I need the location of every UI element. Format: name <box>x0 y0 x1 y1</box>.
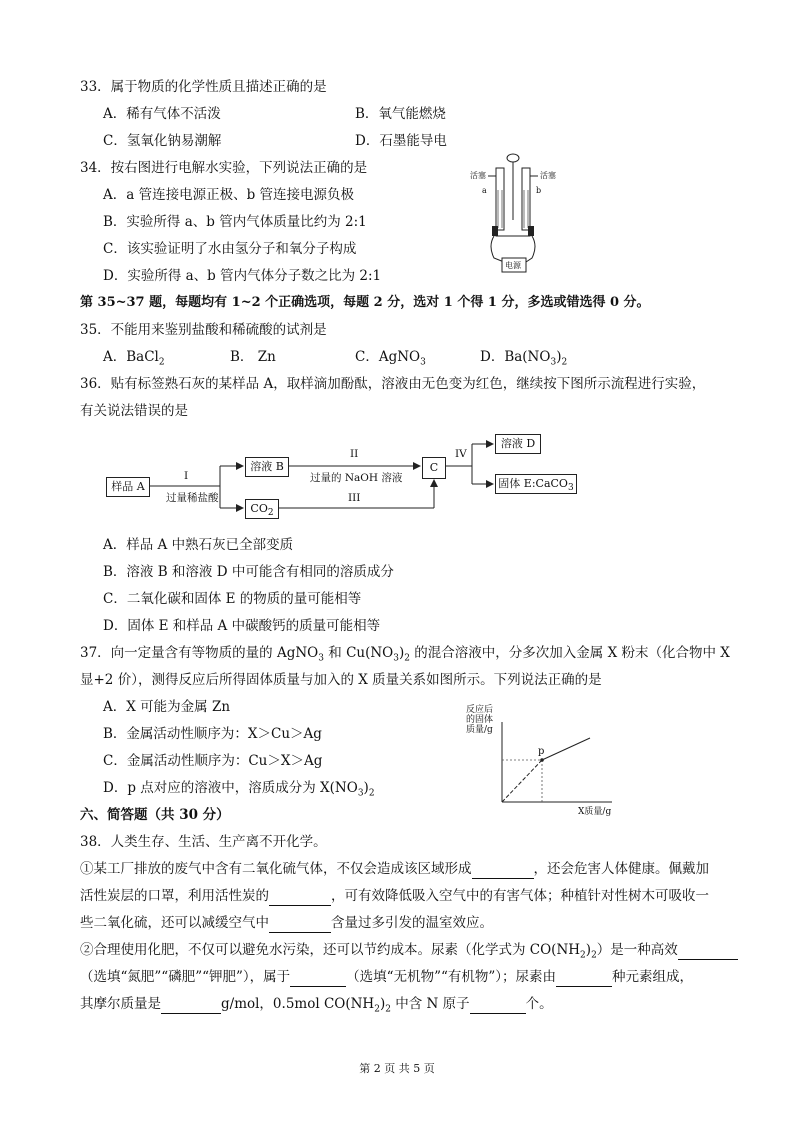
q33-stem: 33．属于物质的化学性质且描述正确的是 <box>80 79 327 95</box>
solution-b-box: 溶液 B <box>245 457 289 477</box>
graph-xlabel: X质量/g <box>578 807 612 817</box>
blank-2[interactable] <box>269 887 331 906</box>
q34-stem: 34．按右图进行电解水实验，下列说法正确的是 <box>80 160 368 176</box>
q37-graph <box>462 702 622 817</box>
blank-6[interactable] <box>556 968 612 987</box>
q35-option-d: D．$Ba(NO_3)_2$ <box>480 349 568 368</box>
q35-option-a: A．BaCl$_2$ <box>103 349 165 368</box>
c-box: C <box>422 457 446 479</box>
q33-option-c: C．氢氧化钠易潮解 <box>103 133 222 149</box>
q34-option-b: B．实验所得 a、b 管内气体质量比约为 2:1 <box>103 214 367 230</box>
q33-option-b: B．氧气能燃烧 <box>355 106 446 122</box>
q38-part1-line1: ①某工厂排放的废气中含有二氧化硫气体，不仅会造成该区域形成 ，还会危害人体健康。佩戴加 <box>80 861 709 877</box>
left-valve-label: 活塞 <box>470 171 486 180</box>
q38-part1-line2: 活性炭层的口罩，利用活性炭的 ，可有效降低吸入空气中的有害气体；种植针对性树木可吸收一 <box>80 888 709 904</box>
step-2-label: II <box>350 448 359 460</box>
q37-option-a: A．X 可能为金属 Zn <box>103 699 231 715</box>
q35-stem: 35．不能用来鉴别盐酸和稀硫酸的试剂是 <box>80 322 327 338</box>
solid-e-box: 固体 E:CaCO$_3$ <box>495 474 577 494</box>
q38-part2-line3: 其摩尔质量是 g/mol，0.5mol $CO(NH_2)_2$ 中含 N 原子 个。 <box>80 996 553 1015</box>
q35-option-b: B． Zn <box>230 349 276 365</box>
blank-3[interactable] <box>269 914 331 933</box>
q36-option-d: D．固体 E 和样品 A 中碳酸钙的质量可能相等 <box>103 618 381 634</box>
q37-stem-line1: 37．向一定量含有等物质的量的 AgNO$_3$ 和 $Cu(NO_3)_2$ 的混合溶液中，分多次加入金属 X 粉末（化合物中 X <box>80 645 730 664</box>
q37-stem-line2: 显+2 价），测得反应后所得固体质量与加入的 X 质量关系如图所示。下列说法正确的是 <box>80 672 602 688</box>
co2-box: $CO_2$ <box>245 499 279 519</box>
tube-b-label: b <box>536 186 542 195</box>
tube-a-label: a <box>482 186 487 195</box>
q35-option-c: C．AgNO$_3$ <box>355 349 426 368</box>
q38-part1-line3: 些二氧化硫，还可以减缓空气中 含量过多引发的温室效应。 <box>80 915 493 931</box>
q36-stem-line2: 有关说法错误的是 <box>80 403 188 419</box>
q34-option-d: D．实验所得 a、b 管内气体分子数之比为 2:1 <box>103 268 382 284</box>
q34-option-a: A．a 管连接电源正极、b 管连接电源负极 <box>103 187 355 203</box>
electrolysis-figure <box>470 150 570 280</box>
q36-flow-diagram <box>100 430 600 530</box>
q38-stem: 38．人类生存、生活、生产离不开化学。 <box>80 834 327 850</box>
graph-ylabel-line1: 反应后 <box>466 705 494 715</box>
graph-ylabel-line2: 的固体 <box>466 715 494 725</box>
blank-4[interactable] <box>678 941 738 960</box>
solution-d-box: 溶液 D <box>495 434 541 454</box>
q34-option-c: C．该实验证明了水由氢分子和氧分子构成 <box>103 241 357 257</box>
q33-option-d: D．石墨能导电 <box>355 133 447 149</box>
right-valve-label: 活塞 <box>540 171 556 180</box>
q37-option-c: C．金属活动性顺序为：Cu＞X＞Ag <box>103 753 323 769</box>
step-1-reagent: 过量稀盐酸 <box>166 492 219 504</box>
step-4-label: IV <box>455 448 467 460</box>
section-6-heading: 六、简答题（共 30 分） <box>80 807 230 823</box>
step-3-label: III <box>348 492 361 504</box>
q36-stem-line1: 36．贴有标签熟石灰的某样品 A，取样滴加酚酞，溶液由无色变为红色，继续按下图所示流程进行实验， <box>80 376 706 392</box>
power-supply-label: 电源 <box>505 261 521 270</box>
q36-option-c: C．二氧化碳和固体 E 的物质的量可能相等 <box>103 591 362 607</box>
step-1-label: I <box>184 470 189 482</box>
page-footer: 第 2 页 共 5 页 <box>359 1062 435 1075</box>
blank-1[interactable] <box>472 860 534 879</box>
q33-option-a: A．稀有气体不活泼 <box>103 106 221 122</box>
q36-option-b: B．溶液 B 和溶液 D 中可能含有相同的溶质成分 <box>103 564 394 580</box>
section-note: 第 35~37 题，每题均有 1~2 个正确选项，每题 2 分，选对 1 个得 1 分，多选或错选得 0 分。 <box>80 295 650 310</box>
step-2-reagent: 过量的 NaOH 溶液 <box>310 472 403 484</box>
blank-8[interactable] <box>470 995 526 1014</box>
q38-part2-line1: ②合理使用化肥，不仅可以避免水污染，还可以节约成本。尿素（化学式为 $CO(NH_2)_2$）是一种高效 <box>80 941 738 965</box>
q38-part2-line2: （选填“氮肥”“磷肥”“钾肥”），属于 （选填“无机物”“有机物”）；尿素由 种元素组成， <box>80 969 694 985</box>
q36-option-a: A．样品 A 中熟石灰已全部变质 <box>103 537 294 553</box>
sample-a-box: 样品 A <box>106 477 150 497</box>
q37-option-d: D．p 点对应的溶液中，溶质成分为 $X(NO_3)_2$ <box>103 780 375 799</box>
graph-ylabel-line3: 质量/g <box>466 725 493 735</box>
blank-7[interactable] <box>161 995 221 1014</box>
graph-point-p: p <box>538 746 545 757</box>
q37-option-b: B．金属活动性顺序为：X＞Cu＞Ag <box>103 726 322 742</box>
blank-5[interactable] <box>290 968 346 987</box>
